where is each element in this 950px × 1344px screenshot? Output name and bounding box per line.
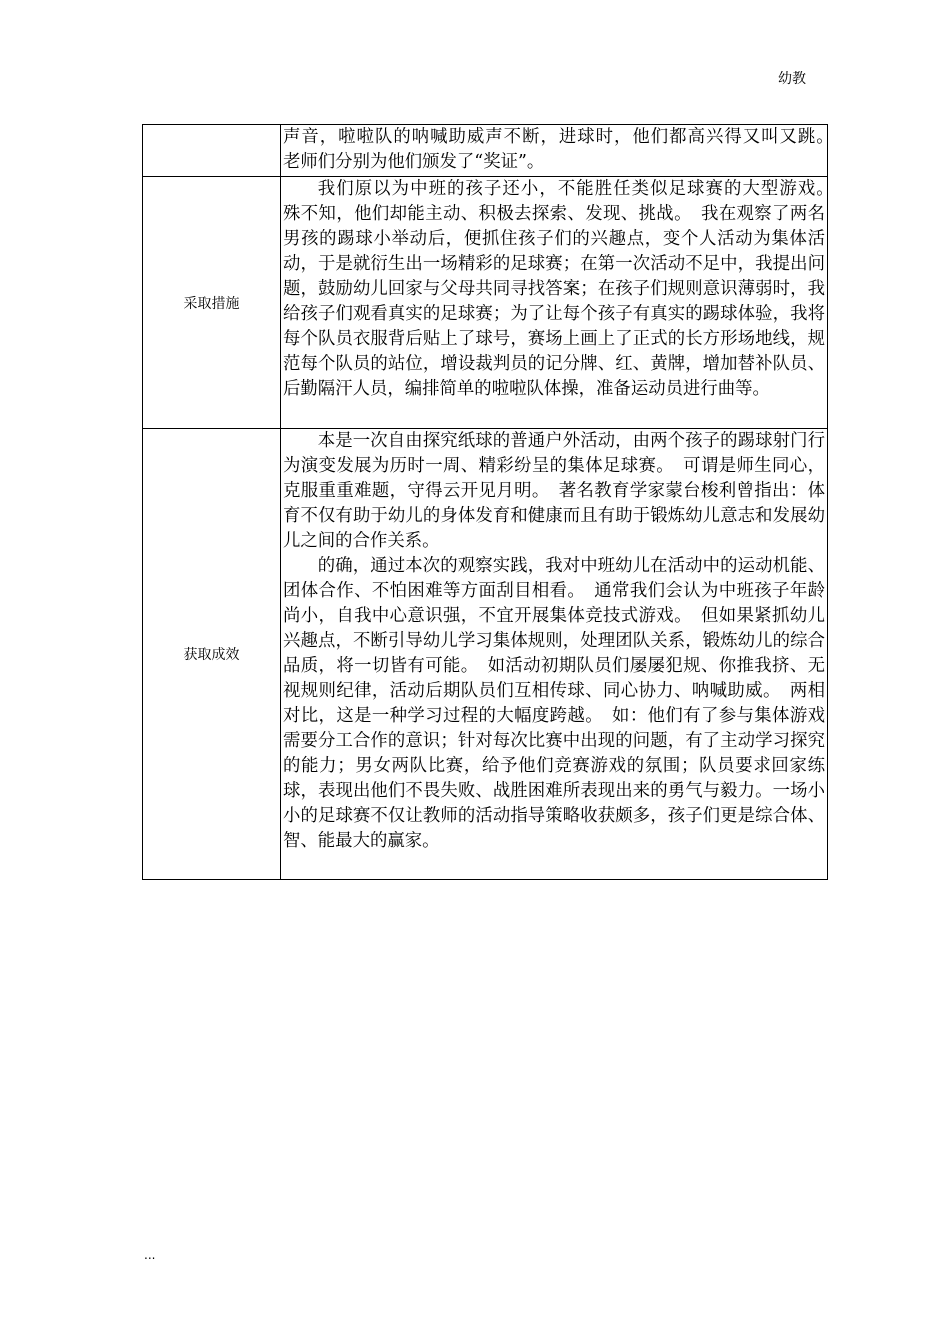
- row-label-measures: 采取措施: [143, 177, 281, 429]
- report-table: [142, 124, 843, 880]
- row-label-results: 获取成效: [143, 429, 281, 880]
- row-content: [281, 125, 843, 177]
- table-row: [143, 429, 828, 880]
- row-content: [281, 177, 843, 429]
- header-category-tag: 幼教: [778, 71, 806, 87]
- footer-ellipsis: ...: [144, 1248, 156, 1262]
- row-label: [143, 125, 281, 177]
- table-row: [143, 125, 828, 177]
- paragraph: 的确，通过本次的观察实践，我对中班幼儿在活动中的运动机能、团体合作、不怕困难等方面刮目相看。 通常我们会认为中班孩子年龄尚小，自我中心意识强，不宜开展集体竞技式游戏。 但如果紧抓幼儿兴趣点，不断引导幼儿学习集体规则，处理团队关系，锻炼幼儿的综合品质，将一切皆有可能。 如活动初期队员们屡屡犯规、你推我挤、无视规则纪律，活动后期队员们互相传球、同心协力、呐喊助威。 两相对比，这是一种学习过程的大幅度跨越。 如：他们有了参与集体游戏需要分工合作的意识；针对每次比赛中出现的问题，有了主动学习探究的能力；男女两队比赛，给予他们竞赛游戏的氛围；队员要求回家练球，表现出他们不畏失败、战胜困难所表现出来的勇气与毅力。一场小小的足球赛不仅让教师的活动指导策略收获颇多，孩子们更是综合体、智、能最大的赢家。: [283, 556, 825, 851]
- row-content: [281, 429, 828, 880]
- table-row: [143, 177, 828, 429]
- paragraph: 声音，啦啦队的呐喊助威声不断，进球时，他们都高兴得又叫又跳。 老师们分别为他们颁发了“奖证”。: [283, 127, 843, 172]
- paragraph: 本是一次自由探究纸球的普通户外活动，由两个孩子的踢球射门行为演变发展为历时一周、精彩纷呈的集体足球赛。 可谓是师生同心，克服重重难题，守得云开见月明。 著名教育学家蒙台梭利曾指出：体育不仅有助于幼儿的身体发育和健康而且有助于锻炼幼儿意志和发展幼儿之间的合作关系。: [283, 431, 825, 551]
- paragraph: 我们原以为中班的孩子还小，不能胜任类似足球赛的大型游戏。 殊不知，他们却能主动、积极去探索、发现、挑战。 我在观察了两名男孩的踢球小举动后，便抓住孩子们的兴趣点，变个人活动为集体活动，于是就衍生出一场精彩的足球赛；在第一次活动不足中，我提出问题，鼓励幼儿回家与父母共同寻找答案；在孩子们规则意识薄弱时，我给孩子们观看真实的足球赛；为了让每个孩子有真实的踢球体验，我将每个队员衣服背后贴上了球号，赛场上画上了正式的长方形场地线，规范每个队员的站位，增设裁判员的记分牌、红、黄牌，增加替补队员、后勤隔汗人员，编排简单的啦啦队体操，准备运动员进行曲等。: [283, 179, 843, 399]
